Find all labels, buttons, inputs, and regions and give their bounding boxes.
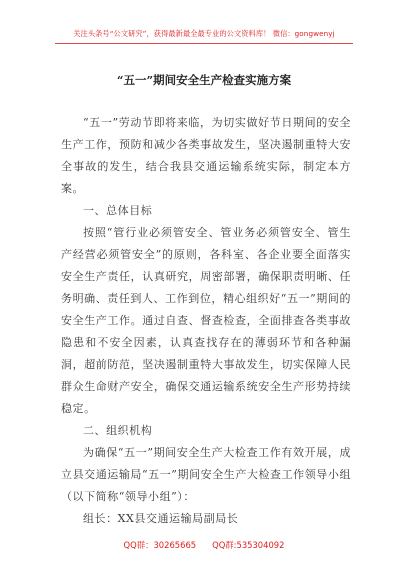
document-body <box>61 112 351 530</box>
document-title: “五一”期间安全生产检查实施方案 <box>116 73 292 87</box>
goals-paragraph: 按照“管行业必须管安全、管业务必须管安全、管生产经营必须管安全”的原则，各科室、各企业要全面落实安全生产责任，认真研究，周密部署，确保职责明晰、任务明确、责任到人、工作到位，精心组织好“五一”期间的安全生产工作。通过自查、督查检查，全面排查各类事故隐患和不安全因素，认真查找存在的薄弱环节和各种漏洞，超前防范，坚决遏制重特大事故发生，切实保障人民群众生命财产安全，确保交通运输系统安全生产形势持续稳定。 <box>61 226 351 415</box>
section-heading-goals: 一、总体目标 <box>83 204 153 217</box>
header-promo-text: 关注头条号“公文研究”，获得最新最全最专业的公文资料库！ 微信：gongwenyj <box>73 29 335 38</box>
header-divider <box>55 43 353 44</box>
section-heading-organization: 二、组织机构 <box>83 424 153 437</box>
qq-group-2: QQ群:535304092 <box>212 540 285 550</box>
footer-contact <box>0 539 408 551</box>
intro-paragraph: “五一”劳动节即将来临，为切实做好节日期间的安全生产工作，预防和减少各类事故发生，坚决遏制重特大安全事故的发生，结合我县交通运输系统实际，制定本方案。 <box>61 116 351 195</box>
organization-paragraph: 为确保“五一”期间安全生产大检查工作有效开展，成立县交通运输局“五一”期间安全生产大检查工作领导小组（以下简称“领导小组”）： <box>61 446 351 503</box>
team-leader-line: 组长：XX县交通运输局副局长 <box>83 512 239 525</box>
qq-group-1: QQ群：30265665 <box>123 540 197 550</box>
